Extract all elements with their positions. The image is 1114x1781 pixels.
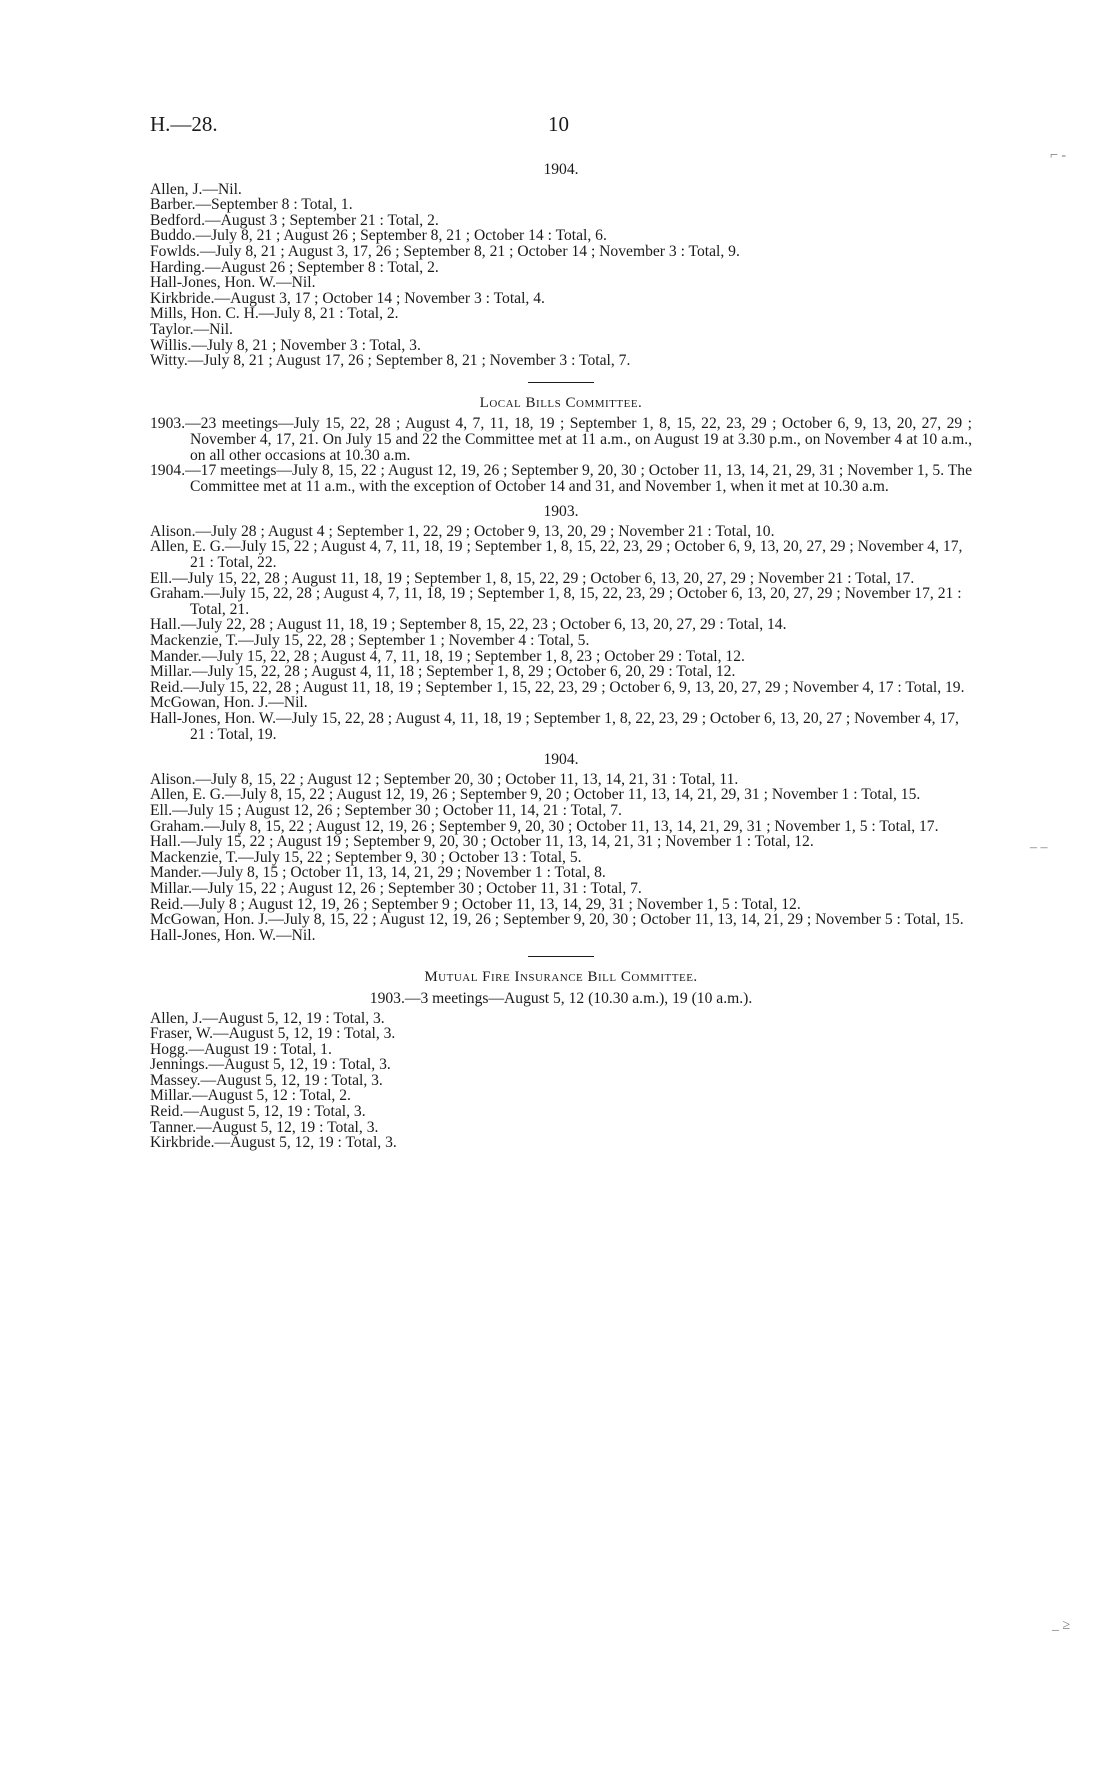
attendance-entry: Barber.—September 8 : Total, 1. — [150, 196, 353, 214]
attendance-entry: Hogg.—August 19 : Total, 1. — [150, 1040, 332, 1058]
attendance-entry: Kirkbride.—August 5, 12, 19 : Total, 3. — [150, 1134, 397, 1152]
section-divider — [528, 956, 594, 957]
attendance-entry: Taylor.—Nil. — [150, 320, 233, 338]
meetings-summary-1904: 1904.—17 meetings—July 8, 15, 22 ; August 12, 19, 26 ; September 9, 20, 30 ; October 11, 13, 14, 21, 29, 31 ; November 1, 5. The Committee met at 11 a.m., with the exception of October 14 and 31, and November 1, when it met at 10.30 a.m. — [150, 462, 972, 495]
attendance-entry: Kirkbride.—August 3, 17 ; October 14 ; November 3 : Total, 4. — [150, 289, 545, 307]
attendance-entry: Massey.—August 5, 12, 19 : Total, 3. — [150, 1071, 383, 1089]
page-header — [150, 112, 970, 142]
attendance-entry: Hall-Jones, Hon. W.—Nil. — [150, 926, 316, 944]
attendance-entry: Willis.—July 8, 21 ; November 3 : Total, 3. — [150, 336, 421, 354]
attendance-entry: Fowlds.—July 8, 21 ; August 3, 17, 26 ; September 8, 21 ; October 14 ; November 3 : Total, 9. — [150, 242, 740, 260]
attendance-entry: Ell.—July 15, 22, 28 ; August 11, 18, 19 ; September 1, 8, 15, 22, 29 ; October 6, 13, 20, 27, 29 ; November 21 : Total, 17. — [150, 569, 915, 587]
year-heading: 1903. — [543, 503, 579, 521]
attendance-entry: Graham.—July 15, 22, 28 ; August 4, 7, 11, 18, 19 ; September 1, 8, 15, 22, 23, 29 ; October 6, 13, 20, 27, 29 ; November 17, 21 : Total, 21. — [150, 585, 962, 618]
attendance-entry: Mander.—July 8, 15 ; October 11, 13, 14, 21, 29 ; November 1 : Total, 8. — [150, 864, 606, 882]
meetings-summary-1903: 1903.—23 meetings—July 15, 22, 28 ; August 4, 7, 11, 18, 19 ; September 1, 8, 15, 22, 23, 29 ; October 6, 9, 13, 20, 27, 29 ; November 4, 17, 21. On July 15 and 22 the Committee met at 11 a.m., on August 19 at 3.30 p.m., on November 4 at 10 a.m., on all other occasions at 10.30 a.m. — [150, 415, 972, 464]
attendance-entry: Allen, J.—August 5, 12, 19 : Total, 3. — [150, 1009, 385, 1027]
attendance-entry: Hall.—July 22, 28 ; August 11, 18, 19 ; September 8, 15, 22, 23 ; October 6, 13, 20, 27, 29 : Total, 14. — [150, 616, 787, 634]
attendance-entry: Jennings.—August 5, 12, 19 : Total, 3. — [150, 1056, 391, 1074]
committee-title: Mutual Fire Insurance Bill Committee. — [424, 969, 698, 986]
attendance-entry: McGowan, Hon. J.—Nil. — [150, 694, 308, 712]
scan-mark: – ‒ — [1030, 840, 1048, 855]
attendance-entry: McGowan, Hon. J.—July 8, 15, 22 ; August 12, 19, 26 ; September 9, 20, 30 ; October 11, 13, 14, 21, 29 ; November 5 : Total, 15. — [150, 911, 964, 929]
attendance-entry: Hall-Jones, Hon. W.—July 15, 22, 28 ; August 4, 11, 18, 19 ; September 1, 8, 22, 23, 29 ; October 6, 13, 20, 27 ; November 4, 17, 21 : Total, 19. — [150, 710, 959, 743]
attendance-entry: Allen, E. G.—July 8, 15, 22 ; August 12, 19, 26 ; September 9, 20 ; October 11, 13, 14, 21, 29, 31 ; November 1 : Total, 15. — [150, 786, 921, 804]
attendance-list-1904 — [150, 772, 972, 944]
attendance-entry: Graham.—July 8, 15, 22 ; August 12, 19, 26 ; September 9, 20, 30 ; October 11, 13, 14, 21, 29, 31 ; November 1, 5 : Total, 17. — [150, 817, 939, 835]
attendance-entry: Tanner.—August 5, 12, 19 : Total, 3. — [150, 1118, 379, 1136]
attendance-entry: Allen, J.—Nil. — [150, 180, 242, 198]
attendance-entry: Bedford.—August 3 ; September 21 : Total, 2. — [150, 211, 439, 229]
local-bills-committee — [150, 396, 972, 944]
page-content — [150, 162, 972, 1151]
attendance-entry: Mills, Hon. C. H.—July 8, 21 : Total, 2. — [150, 305, 399, 323]
attendance-entry: Hall-Jones, Hon. W.—Nil. — [150, 274, 316, 292]
mutual-fire-insurance-committee — [150, 970, 972, 1151]
attendance-list — [150, 182, 972, 369]
year-heading: 1904. — [543, 161, 579, 178]
attendance-entry: Reid.—August 5, 12, 19 : Total, 3. — [150, 1103, 366, 1121]
page-number: 10 — [548, 112, 569, 136]
attendance-entry: Mackenzie, T.—July 15, 22 ; September 9, 30 ; October 13 : Total, 5. — [150, 848, 582, 866]
attendance-entry: Hall.—July 15, 22 ; August 19 ; September 9, 20, 30 ; October 11, 13, 14, 21, 31 ; November 1 : Total, 12. — [150, 833, 814, 851]
attendance-entry: Mander.—July 15, 22, 28 ; August 4, 7, 11, 18, 19 ; September 1, 8, 23 ; October 29 : Total, 12. — [150, 647, 745, 665]
attendance-entry: Allen, E. G.—July 15, 22 ; August 4, 7, 11, 18, 19 ; September 1, 8, 15, 22, 23, 29 ; October 6, 9, 13, 20, 27, 29 ; November 4, 17, 21 : Total, 22. — [150, 538, 963, 572]
attendance-entry: Witty.—July 8, 21 ; August 17, 26 ; September 8, 21 ; November 3 : Total, 7. — [150, 352, 631, 370]
meetings-summary-1903: 1903.—3 meetings—August 5, 12 (10.30 a.m.), 19 (10 a.m.). — [369, 989, 753, 1007]
attendance-entry: Millar.—July 15, 22, 28 ; August 4, 11, 18 ; September 1, 8, 29 ; October 6, 20, 29 : Total, 12. — [150, 663, 736, 681]
attendance-list-1903 — [150, 524, 972, 742]
year-heading: 1904. — [543, 751, 579, 769]
attendance-entry: Reid.—July 8 ; August 12, 19, 26 ; September 9 ; October 11, 13, 14, 29, 31 ; November 1, 5 : Total, 12. — [150, 895, 801, 913]
attendance-entry: Reid.—July 15, 22, 28 ; August 11, 18, 19 ; September 1, 15, 22, 23, 29 ; October 6, 9, 13, 20, 27, 29 ; November 4, 17 : Total, 19. — [150, 678, 965, 696]
attendance-entry: Alison.—July 28 ; August 4 ; September 1, 22, 29 ; October 9, 13, 20, 29 ; November 21 : Total, 10. — [150, 522, 775, 540]
attendance-entry: Ell.—July 15 ; August 12, 26 ; September 30 ; October 11, 14, 21 : Total, 7. — [150, 801, 622, 819]
attendance-entry: Mackenzie, T.—July 15, 22, 28 ; September 1 ; November 4 : Total, 5. — [150, 632, 590, 650]
previous-committee-1904 — [150, 162, 972, 369]
attendance-entry: Fraser, W.—August 5, 12, 19 : Total, 3. — [150, 1025, 396, 1043]
scan-mark: ⌐ ‐ — [1050, 148, 1067, 163]
attendance-list — [150, 1011, 972, 1151]
attendance-entry: Millar.—July 15, 22 ; August 12, 26 ; September 30 ; October 11, 31 : Total, 7. — [150, 879, 642, 897]
attendance-entry: Alison.—July 8, 15, 22 ; August 12 ; September 20, 30 ; October 11, 13, 14, 21, 31 : Total, 11. — [150, 770, 739, 788]
scan-mark: _ ≥ — [1052, 1618, 1071, 1633]
document-id: H.—28. — [150, 112, 218, 136]
committee-title: Local Bills Committee. — [479, 394, 643, 411]
attendance-entry: Harding.—August 26 ; September 8 : Total, 2. — [150, 258, 439, 276]
attendance-entry: Buddo.—July 8, 21 ; August 26 ; September 8, 21 ; October 14 : Total, 6. — [150, 227, 607, 245]
attendance-entry: Millar.—August 5, 12 : Total, 2. — [150, 1087, 351, 1105]
section-divider — [528, 382, 594, 383]
